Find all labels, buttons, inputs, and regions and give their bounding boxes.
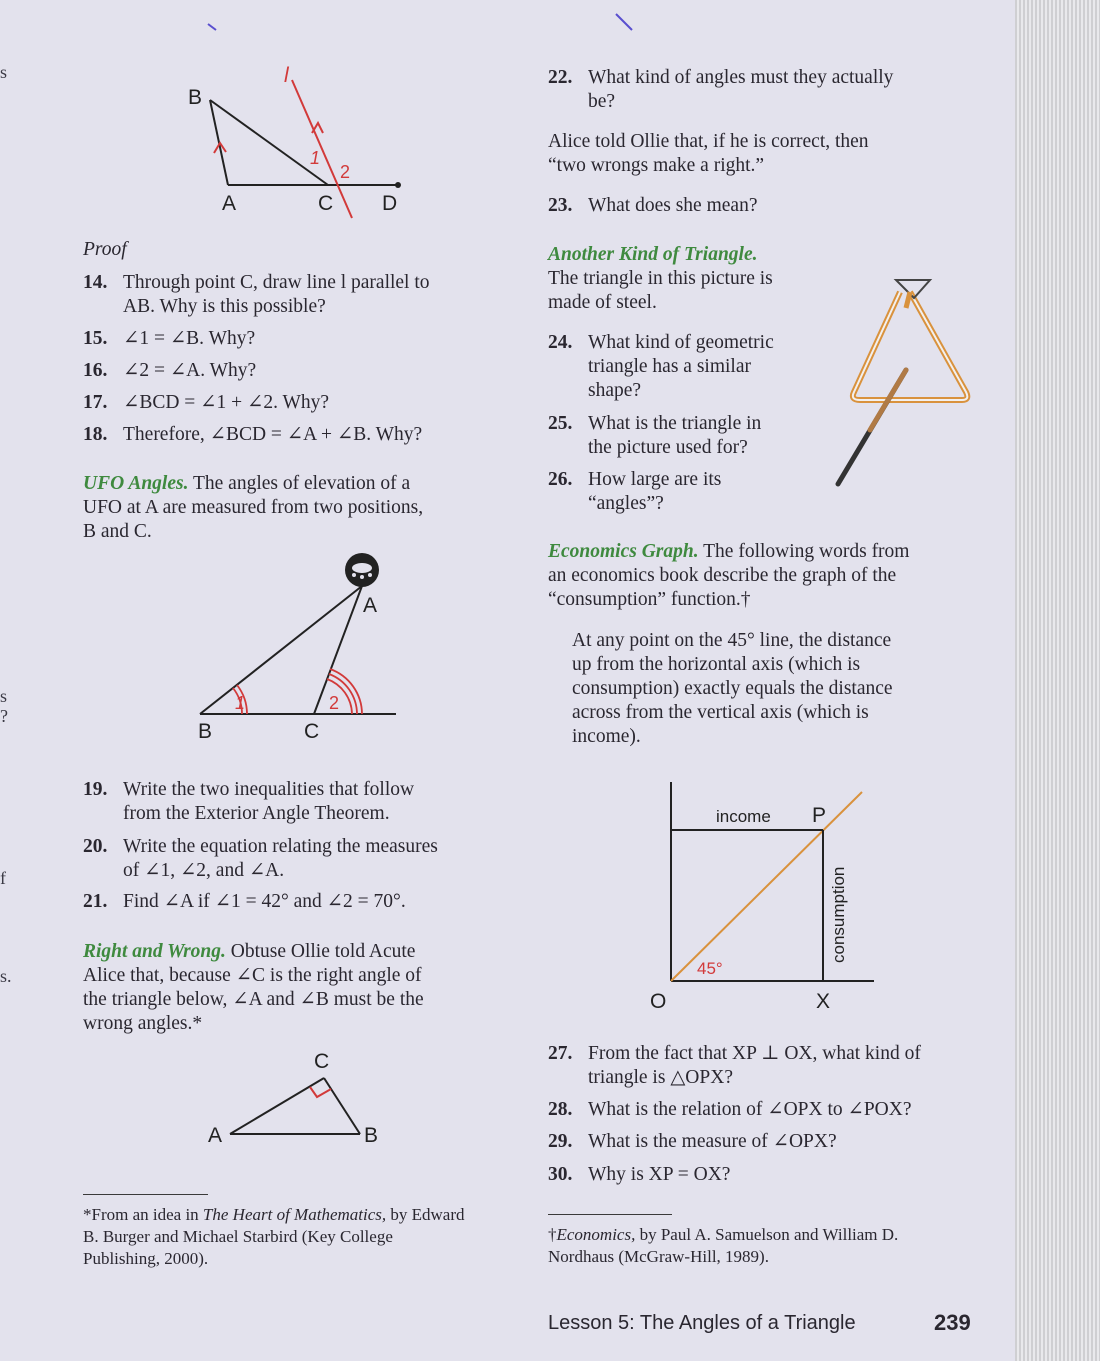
footnote-left xyxy=(83,1204,465,1270)
question-number: 22. xyxy=(548,67,573,88)
label-C: C xyxy=(304,720,320,743)
footnote-book-title: The Heart of Mathematics, xyxy=(202,1205,387,1224)
footnote-book-title: Economics, xyxy=(556,1225,636,1244)
question-number: 18. xyxy=(83,424,108,445)
question-text: How large are its xyxy=(588,469,722,490)
label-B: B xyxy=(188,86,203,109)
question-number: 25. xyxy=(548,413,573,434)
paragraph-text: “consumption” function.† xyxy=(548,589,751,610)
question-text: shape? xyxy=(588,380,642,401)
question-text: What kind of geometric xyxy=(588,332,774,353)
footnote-text: by Paul A. Samuelson and William D. xyxy=(635,1225,899,1244)
ufo-paragraph xyxy=(83,472,423,544)
paragraph-text: Alice that, because ∠C is the right angle of xyxy=(83,965,422,986)
pen-mark xyxy=(610,10,640,35)
footnote-text: Publishing, 2000). xyxy=(83,1249,209,1268)
lesson-title: Lesson 5: The Angles of a Triangle xyxy=(548,1312,856,1334)
label-income: income xyxy=(716,807,771,826)
pen-mark xyxy=(200,18,230,38)
quote-text: consumption) exactly equals the distance xyxy=(572,678,893,699)
ufo-heading: UFO Angles. xyxy=(83,473,189,494)
bleed-char: s xyxy=(0,686,8,706)
footnote-text: B. Burger and Michael Starbird (Key College xyxy=(83,1227,393,1246)
triangle-parallel-diagram xyxy=(180,60,420,225)
question-text: Through point C, draw line l parallel to xyxy=(123,272,430,293)
footnote-right xyxy=(548,1224,898,1268)
question-text: AB. Why is this possible? xyxy=(123,296,326,317)
question-number: 26. xyxy=(548,469,573,490)
label-angle-2: 2 xyxy=(340,162,351,182)
bleed-char: s. xyxy=(0,966,12,986)
question-text: What is the measure of ∠OPX? xyxy=(588,1131,837,1152)
ufo-angles-diagram xyxy=(190,548,405,748)
steel-triangle-image xyxy=(830,272,980,492)
label-l: l xyxy=(284,64,289,87)
footnote-text: *From an idea in xyxy=(83,1205,203,1224)
economics-paragraph xyxy=(548,540,909,612)
alice-paragraph xyxy=(548,130,869,178)
label-P: P xyxy=(812,804,827,827)
question-number: 19. xyxy=(83,779,108,800)
paragraph-text: The following words from xyxy=(698,541,910,562)
question-text: Write the two inequalities that follow xyxy=(123,779,415,800)
ufo-text: The angles of elevation of a xyxy=(188,473,411,494)
question-number: 29. xyxy=(548,1131,573,1152)
question-text: Why is XP = OX? xyxy=(588,1164,731,1185)
footnote-rule xyxy=(548,1214,672,1215)
right-and-wrong-heading: Right and Wrong. xyxy=(83,941,226,962)
economics-heading: Economics Graph. xyxy=(548,541,699,562)
footnote-text: by Edward xyxy=(386,1205,465,1224)
question-number: 14. xyxy=(83,272,108,293)
question-text: ∠1 = ∠B. Why? xyxy=(123,328,256,349)
question-text: Find ∠A if ∠1 = 42° and ∠2 = 70°. xyxy=(123,891,406,912)
question-text: What kind of angles must they actually xyxy=(588,67,894,88)
page-gutter xyxy=(1015,0,1100,1361)
question-number: 23. xyxy=(548,195,573,216)
label-A: A xyxy=(208,1124,223,1147)
label-C: C xyxy=(318,192,334,215)
question-number: 16. xyxy=(83,360,108,381)
question-text: “angles”? xyxy=(588,493,664,514)
quote-text: At any point on the 45° line, the distance xyxy=(572,630,892,651)
question-text: What is the triangle in xyxy=(588,413,762,434)
question-number: 15. xyxy=(83,328,108,349)
footnote-rule xyxy=(83,1194,208,1195)
question-number: 20. xyxy=(83,836,108,857)
economics-quote xyxy=(572,629,893,749)
question-text: Write the equation relating the measures xyxy=(123,836,438,857)
question-text: of ∠1, ∠2, and ∠A. xyxy=(123,860,285,881)
question-text: ∠BCD = ∠1 + ∠2. Why? xyxy=(123,392,330,413)
label-A: A xyxy=(363,594,378,617)
right-and-wrong-paragraph xyxy=(83,940,424,1036)
label-D: D xyxy=(382,192,398,215)
question-text: What does she mean? xyxy=(588,195,758,216)
quote-text: up from the horizontal axis (which is xyxy=(572,654,861,675)
bleed-char: ? xyxy=(0,706,8,726)
question-text: the picture used for? xyxy=(588,437,748,458)
question-number: 30. xyxy=(548,1164,573,1185)
right-triangle-diagram xyxy=(200,1042,400,1152)
label-A: A xyxy=(222,192,237,215)
bleed-char: f xyxy=(0,868,6,888)
paragraph-text: “two wrongs make a right.” xyxy=(548,155,765,176)
paragraph-text: Alice told Ollie that, if he is correct, then xyxy=(548,131,869,152)
question-text: From the fact that XP ⊥ OX, what kind of xyxy=(588,1043,921,1064)
proof-label: Proof xyxy=(83,239,127,260)
question-number: 24. xyxy=(548,332,573,353)
quote-text: across from the vertical axis (which is xyxy=(572,702,869,723)
question-text: What is the relation of ∠OPX to ∠POX? xyxy=(588,1099,912,1120)
paragraph-text: wrong angles.* xyxy=(83,1013,203,1034)
paragraph-text: The triangle in this picture is xyxy=(548,268,773,289)
label-consumption: consumption xyxy=(829,866,848,963)
paragraph-text: Obtuse Ollie told Acute xyxy=(225,941,416,962)
footnote-text: Nordhaus (McGraw-Hill, 1989). xyxy=(548,1247,769,1266)
question-text: ∠2 = ∠A. Why? xyxy=(123,360,257,381)
paragraph-text: an economics book describe the graph of the xyxy=(548,565,897,586)
question-text: be? xyxy=(588,91,616,112)
label-B: B xyxy=(364,1124,379,1147)
bleed-char: s xyxy=(0,62,8,82)
question-text: triangle has a similar xyxy=(588,356,751,377)
label-O: O xyxy=(650,990,667,1013)
question-text: Therefore, ∠BCD = ∠A + ∠B. Why? xyxy=(123,424,423,445)
label-45-degrees: 45° xyxy=(697,959,723,978)
label-X: X xyxy=(816,990,831,1013)
question-number: 21. xyxy=(83,891,108,912)
paragraph-text: the triangle below, ∠A and ∠B must be the xyxy=(83,989,424,1010)
label-C: C xyxy=(314,1050,330,1073)
question-number: 17. xyxy=(83,392,108,413)
label-angle-1: 1 xyxy=(310,148,321,168)
question-number: 28. xyxy=(548,1099,573,1120)
label-B: B xyxy=(198,720,213,743)
paragraph-text: made of steel. xyxy=(548,292,657,313)
quote-text: income). xyxy=(572,726,641,747)
ufo-text: UFO at A are measured from two positions, xyxy=(83,497,424,518)
ufo-icon xyxy=(345,553,379,587)
another-triangle-heading: Another Kind of Triangle. xyxy=(548,244,758,265)
question-text: triangle is △OPX? xyxy=(588,1067,733,1088)
label-angle-1: 1 xyxy=(235,693,246,713)
another-triangle-paragraph xyxy=(548,243,773,315)
question-number: 27. xyxy=(548,1043,573,1064)
question-text: from the Exterior Angle Theorem. xyxy=(123,803,390,824)
page-number: 239 xyxy=(934,1310,971,1335)
consumption-graph xyxy=(640,778,880,1018)
label-angle-2: 2 xyxy=(329,693,340,713)
ufo-text: B and C. xyxy=(83,521,152,542)
footnote-text: † xyxy=(548,1225,557,1244)
